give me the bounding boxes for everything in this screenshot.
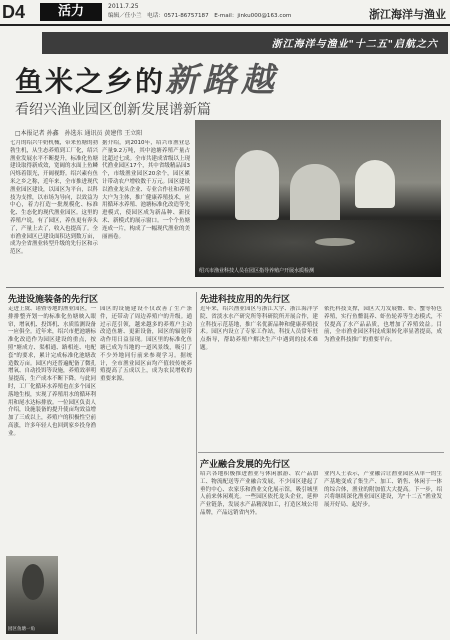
section-divider (6, 287, 444, 288)
section-technology-column-1: 近年来，绍兴渔业园区与浙江大学、浙江海洋学院、省淡水水产研究所等科研院所开展合作，建立科技示范基地，推广名优新品种和健康养殖技术。园区内设立了专家工作站，科技人员常年驻点指导，帮助养殖户解决生产中遇到的技术难题。 (200, 306, 318, 351)
section-technology-column-2: 依托科技支撑，园区大力发展鳖、虾、蟹等特色养殖，实行鱼鳖混养、虾鱼轮养等生态模式，不仅提高了水产品品质，也增加了养殖效益。目前，全市渔业园区科技成果转化率显著提高，成为渔业科技推广的重要平台。 (324, 306, 442, 344)
issue-date: 2011.7.25 (108, 3, 139, 10)
secondary-photo (6, 556, 58, 634)
section-industry-column-1: 绍兴各地积极推进渔业与休闲旅游、农产品加工、物流配送等产业融合发展，不少园区建起了垂钓中心、农家乐和渔业文化展示馆，吸引城里人前来休闲观光。一些园区依托龙头企业，延伸产业链条，发展水产品精深加工，打造区域公用品牌，产品远销省内外。 (200, 471, 318, 516)
section-facilities-column-1: 走进上虞、诸暨等地的渔业园区，一排排整齐划一的标准化鱼塘映入眼帘，增氧机、投饵机、水质监测设备一应俱全。近年来，绍兴市把池塘标准化改造作为园区建设的重点，按照"塘成方、渠相通、路相连、电配套"的要求，累计完成标准化池塘改造数万亩。园区内还普遍配备了微孔增氧、自动投饵等设施，养殖效率明显提高，生产成本不断下降。与此同时，工厂化循环水养殖也在多个园区落地生根，实现了养殖用水的循环利用和尾水达标排放。一位园区负责人介绍，设施装备的提升使亩均效益增加了三成以上，养殖户的积极性空前高涨，许多年轻人也回到家乡投身渔业。 (8, 306, 96, 437)
intro-column-1: 七月的绍兴牛奶机械，带来鱼塘的勃勃生机，从生态养殖到工厂化，绍兴渔业发展水平不断提升，标准化鱼塘建设取得新成效，宽阔的水面上鱼鳞闪烁着银光，开阔视野。绍兴素有鱼米之乡之称，近年来，全市推进现代渔业园区建设，以园区为平台，以科技为支撑，以市场为导向，以效益为中心，着力打造一批规模化、标准化、生态化的现代渔业园区。这里的养殖户说，有了园区，养鱼更有奔头了，产量上去了，收入也提高了。全市渔业园区已建设面积达到数万亩，成为全省渔业转型升级的先行区和示范区。 (10, 140, 98, 256)
main-photo-caption: 绍兴市渔业科技人员在园区指导养殖户开展水质检测 (199, 268, 315, 274)
section-title-technology: 先进科技应用的先行区 (200, 295, 291, 305)
photo-figure-1 (235, 150, 279, 220)
photo-tree (22, 564, 44, 600)
byline: □本报记者 孙鑫 孙选东 通讯员 黄建伟 王立阳 (15, 130, 143, 137)
main-photo (195, 120, 441, 277)
section-facilities-column-2: 园区的设施建设不仅改善了生产条件，还带动了周边养殖户的升级。通过示范引领，越来越多的养殖户主动改造鱼塘、更新设备，园区的辐射带动作用日益显现。园区里的标准化鱼塘已成为当地的一道风景线，吸引了不少外地同行前来参观学习。据统计，全市渔业园区亩均产值较传统养殖提高了五成以上，成为农民增收的重要来源。 (100, 306, 192, 383)
photo-figure-3 (355, 160, 395, 208)
section-industry-column-2: 业内人士表示，产业融合让渔业园区从单一的生产基地变成了集生产、加工、销售、休闲于一体的综合体，渔业的附加值大大提高。下一步，绍兴将继续深化渔业园区建设，为"十二五"渔业发展开好局、起好步。 (324, 471, 442, 509)
series-banner (42, 32, 448, 54)
page-title (15, 60, 280, 99)
headline-main: 鱼米之乡的 (15, 65, 166, 98)
section-label: 活力 (40, 3, 102, 21)
headline-decorative: 新路越 (165, 60, 280, 99)
section-title-industry: 产业融合发展的先行区 (200, 460, 291, 470)
paper-name: 浙江海洋与渔业 (369, 8, 446, 21)
photo-figure-2 (290, 164, 340, 226)
section-title-facilities: 先进设施装备的先行区 (8, 295, 99, 305)
intro-column-2: 据介绍，到2010年，绍兴市渔业总产量9.2万吨，其中池塘养殖产量占比超过七成。全市共建成省级以上现代渔业园区17个，其中省级精品园3个，市级渔业园区20余个，园区累计带动农户增收数千万元。园区建设以渔业龙头企业、专业合作社和养殖大户为主体，推广健康养殖技术，应用循环水养殖、池塘标准化改造等先进模式，使园区成为新品种、新技术、新模式的展示窗口。一个个鱼塘连成一片，构成了一幅现代渔业的美丽画卷。 (102, 140, 190, 240)
photo-fish (315, 238, 355, 246)
secondary-photo-caption: 园区鱼塘一角 (8, 627, 35, 632)
page-number: D4 (2, 2, 26, 22)
editor-contact: 编辑／任小兰 电话：0571-86757187 E-mail：jinku000@163.com (108, 13, 292, 19)
section-divider-right (198, 452, 444, 453)
series-banner-title: 浙江海洋与渔业"十二五"启航之六 (271, 39, 438, 50)
column-divider (196, 292, 197, 634)
subheadline: 看绍兴渔业园区创新发展谱新篇 (15, 102, 211, 118)
